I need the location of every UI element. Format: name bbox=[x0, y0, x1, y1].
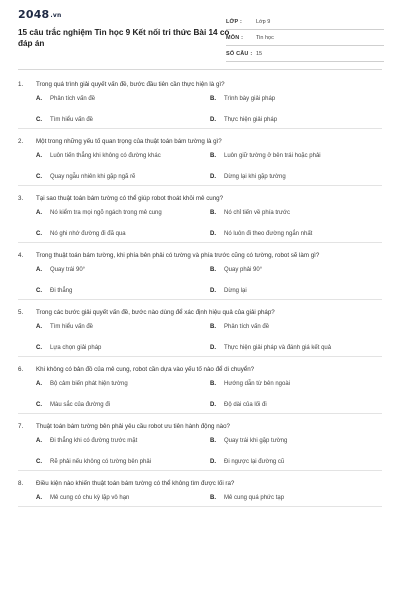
question-number: 5. bbox=[18, 309, 24, 316]
option-text: Bộ cảm biến phát hiện tường bbox=[50, 381, 128, 387]
answer-option[interactable] bbox=[210, 116, 382, 124]
question-number: 3. bbox=[18, 195, 24, 202]
answer-option[interactable] bbox=[210, 209, 382, 217]
answer-options bbox=[18, 209, 382, 238]
logo-main-text: 2048 bbox=[18, 8, 50, 21]
question-text-row bbox=[18, 137, 382, 146]
question-number: 1. bbox=[18, 81, 24, 88]
answer-options bbox=[18, 380, 382, 409]
option-text: Quay phải 90° bbox=[224, 267, 263, 273]
answer-options bbox=[18, 266, 382, 295]
option-letter: B. bbox=[210, 96, 216, 102]
logo-suffix-text: .vn bbox=[50, 12, 62, 19]
answer-option[interactable] bbox=[210, 437, 382, 445]
answer-options bbox=[18, 494, 382, 502]
option-text: Độ dài của lối đi bbox=[224, 402, 267, 408]
question-text-row bbox=[18, 365, 382, 374]
answer-options bbox=[18, 437, 382, 466]
option-letter: B. bbox=[210, 153, 216, 159]
answer-option[interactable] bbox=[36, 287, 210, 295]
option-text: Thực hiện giải pháp bbox=[224, 117, 278, 123]
answer-option[interactable] bbox=[36, 95, 210, 103]
option-text: Quay trái 90° bbox=[50, 267, 86, 273]
option-letter: C. bbox=[36, 459, 42, 465]
question-number: 8. bbox=[18, 480, 24, 487]
question-text: Khi không có bản đồ của mê cung, robot cần dựa vào yếu tố nào để di chuyển? bbox=[36, 366, 255, 373]
option-letter: A. bbox=[36, 267, 42, 273]
question-text: Trong thuật toán bám tường, khi phía bên phải có tường và phía trước cũng có tường, robot sẽ làm gì? bbox=[36, 252, 320, 259]
answer-option[interactable] bbox=[210, 287, 382, 295]
option-text: Phân tích vấn đề bbox=[50, 96, 96, 102]
answer-option[interactable] bbox=[36, 116, 210, 124]
option-letter: A. bbox=[36, 153, 42, 159]
option-letter: D. bbox=[210, 231, 216, 237]
option-letter: D. bbox=[210, 459, 216, 465]
option-text: Đi thẳng bbox=[50, 288, 73, 294]
option-letter: D. bbox=[210, 174, 216, 180]
answer-option[interactable] bbox=[210, 266, 382, 274]
answer-options bbox=[18, 95, 382, 124]
option-text: Rẽ phải nếu không có tường bên phải bbox=[50, 459, 152, 465]
option-text: Quay ngẫu nhiên khi gặp ngã rẽ bbox=[50, 174, 136, 180]
answer-option[interactable] bbox=[36, 401, 210, 409]
header-divider bbox=[18, 69, 382, 70]
answer-option[interactable] bbox=[36, 380, 210, 388]
option-letter: C. bbox=[36, 174, 42, 180]
question-text: Trong các bước giải quyết vấn đề, bước nào dùng để xác định hiệu quả của giải pháp? bbox=[36, 309, 275, 316]
option-letter: D. bbox=[210, 345, 216, 351]
meta-label: SỐ CÂU : bbox=[226, 50, 253, 57]
question-item bbox=[18, 357, 382, 414]
question-text: Điều kiện nào khiến thuật toán bám tường có thể không tìm được lối ra? bbox=[36, 480, 235, 487]
answer-option[interactable] bbox=[210, 380, 382, 388]
option-text: Dừng lại bbox=[224, 288, 247, 294]
question-item bbox=[18, 243, 382, 300]
answer-option[interactable] bbox=[36, 230, 210, 238]
document-title: 15 câu trắc nghiệm Tin học 9 Kết nối tri thức Bài 14 có đáp án bbox=[18, 28, 230, 48]
option-letter: C. bbox=[36, 345, 42, 351]
question-text-row bbox=[18, 194, 382, 203]
option-text: Dừng lại khi gặp tường bbox=[224, 174, 286, 180]
meta-label: LỚP : bbox=[226, 18, 242, 25]
option-text: Luôn tiến thẳng khi không có đường khác bbox=[50, 153, 161, 159]
answer-option[interactable] bbox=[36, 494, 210, 502]
answer-option[interactable] bbox=[36, 458, 210, 466]
answer-option[interactable] bbox=[210, 323, 382, 331]
option-letter: A. bbox=[36, 438, 42, 444]
option-letter: C. bbox=[36, 402, 42, 408]
answer-option[interactable] bbox=[36, 209, 210, 217]
meta-row-class bbox=[226, 14, 384, 30]
option-letter: B. bbox=[210, 438, 216, 444]
option-letter: B. bbox=[210, 324, 216, 330]
question-item bbox=[18, 471, 382, 507]
meta-info-box bbox=[226, 14, 384, 62]
option-letter: A. bbox=[36, 96, 42, 102]
answer-options bbox=[18, 323, 382, 352]
document-header bbox=[0, 0, 400, 68]
question-text: Một trong những yếu tố quan trọng của thuật toán bám tường là gì? bbox=[36, 138, 222, 145]
question-number: 6. bbox=[18, 366, 24, 373]
option-letter: B. bbox=[210, 381, 216, 387]
answer-option[interactable] bbox=[36, 344, 210, 352]
question-list bbox=[18, 72, 382, 507]
option-text: Nó kiểm tra mọi ngõ ngách trong mê cung bbox=[50, 210, 162, 216]
option-letter: D. bbox=[210, 117, 216, 123]
question-item bbox=[18, 414, 382, 471]
option-text: Tìm hiểu vấn đề bbox=[50, 117, 94, 123]
meta-row-subject bbox=[226, 30, 384, 46]
question-item bbox=[18, 129, 382, 186]
option-text: Đi thẳng khi có đường trước mặt bbox=[50, 438, 138, 444]
question-text: Trong quá trình giải quyết vấn đề, bước đầu tiên cần thực hiện là gì? bbox=[36, 81, 225, 88]
answer-option[interactable] bbox=[36, 173, 210, 181]
option-letter: A. bbox=[36, 495, 42, 501]
answer-option[interactable] bbox=[36, 323, 210, 331]
question-text: Tại sao thuật toán bám tường có thể giúp robot thoát khỏi mê cung? bbox=[36, 195, 224, 202]
meta-value: Lớp 9 bbox=[256, 18, 271, 25]
option-text: Nó luôn đi theo đường ngắn nhất bbox=[224, 231, 313, 237]
answer-option[interactable] bbox=[210, 344, 382, 352]
answer-option[interactable] bbox=[36, 152, 210, 160]
option-text: Nó chỉ tiến về phía trước bbox=[224, 210, 290, 216]
meta-row-question-count bbox=[226, 46, 384, 62]
answer-option[interactable] bbox=[210, 401, 382, 409]
question-item bbox=[18, 300, 382, 357]
option-text: Trình bày giải pháp bbox=[224, 96, 276, 102]
option-letter: C. bbox=[36, 288, 42, 294]
answer-option[interactable] bbox=[210, 494, 382, 502]
meta-value: 15 bbox=[256, 50, 263, 57]
option-letter: B. bbox=[210, 267, 216, 273]
question-number: 2. bbox=[18, 138, 24, 145]
question-text-row bbox=[18, 251, 382, 260]
meta-label: MÔN : bbox=[226, 34, 244, 41]
question-item bbox=[18, 186, 382, 243]
option-text: Thực hiện giải pháp và đánh giá kết quả bbox=[224, 345, 332, 351]
question-text-row bbox=[18, 422, 382, 431]
question-number: 7. bbox=[18, 423, 24, 430]
answer-option[interactable] bbox=[210, 230, 382, 238]
option-text: Màu sắc của đường đi bbox=[50, 402, 110, 408]
answer-option[interactable] bbox=[210, 458, 382, 466]
answer-option[interactable] bbox=[210, 152, 382, 160]
answer-options bbox=[18, 152, 382, 181]
option-letter: B. bbox=[210, 495, 216, 501]
answer-option[interactable] bbox=[36, 266, 210, 274]
meta-value: Tin học bbox=[256, 34, 274, 41]
option-text: Mê cung có chu kỳ lặp vô hạn bbox=[50, 495, 130, 501]
option-letter: D. bbox=[210, 402, 216, 408]
question-text-row bbox=[18, 308, 382, 317]
option-letter: A. bbox=[36, 210, 42, 216]
option-text: Lựa chọn giải pháp bbox=[50, 345, 102, 351]
question-number: 4. bbox=[18, 252, 24, 259]
option-text: Tìm hiểu vấn đề bbox=[50, 324, 94, 330]
option-text: Quay trái khi gặp tường bbox=[224, 438, 288, 444]
option-letter: C. bbox=[36, 231, 42, 237]
question-text-row bbox=[18, 479, 382, 488]
option-letter: C. bbox=[36, 117, 42, 123]
option-text: Hướng dẫn từ bên ngoài bbox=[224, 381, 291, 387]
question-text: Thuật toán bám tường bên phải yêu cầu robot ưu tiên hành động nào? bbox=[36, 423, 230, 430]
option-text: Phân tích vấn đề bbox=[224, 324, 270, 330]
option-text: Luôn giữ tường ở bên trái hoặc phải bbox=[224, 153, 321, 159]
question-text-row bbox=[18, 80, 382, 89]
question-item bbox=[18, 72, 382, 129]
option-letter: D. bbox=[210, 288, 216, 294]
option-text: Mê cung quá phức tạp bbox=[224, 495, 285, 501]
option-letter: A. bbox=[36, 381, 42, 387]
option-letter: A. bbox=[36, 324, 42, 330]
answer-option[interactable] bbox=[36, 437, 210, 445]
option-text: Đi ngược lại đường cũ bbox=[224, 459, 285, 465]
answer-option[interactable] bbox=[210, 95, 382, 103]
option-letter: B. bbox=[210, 210, 216, 216]
option-text: Nó ghi nhớ đường đi đã qua bbox=[50, 231, 126, 237]
answer-option[interactable] bbox=[210, 173, 382, 181]
